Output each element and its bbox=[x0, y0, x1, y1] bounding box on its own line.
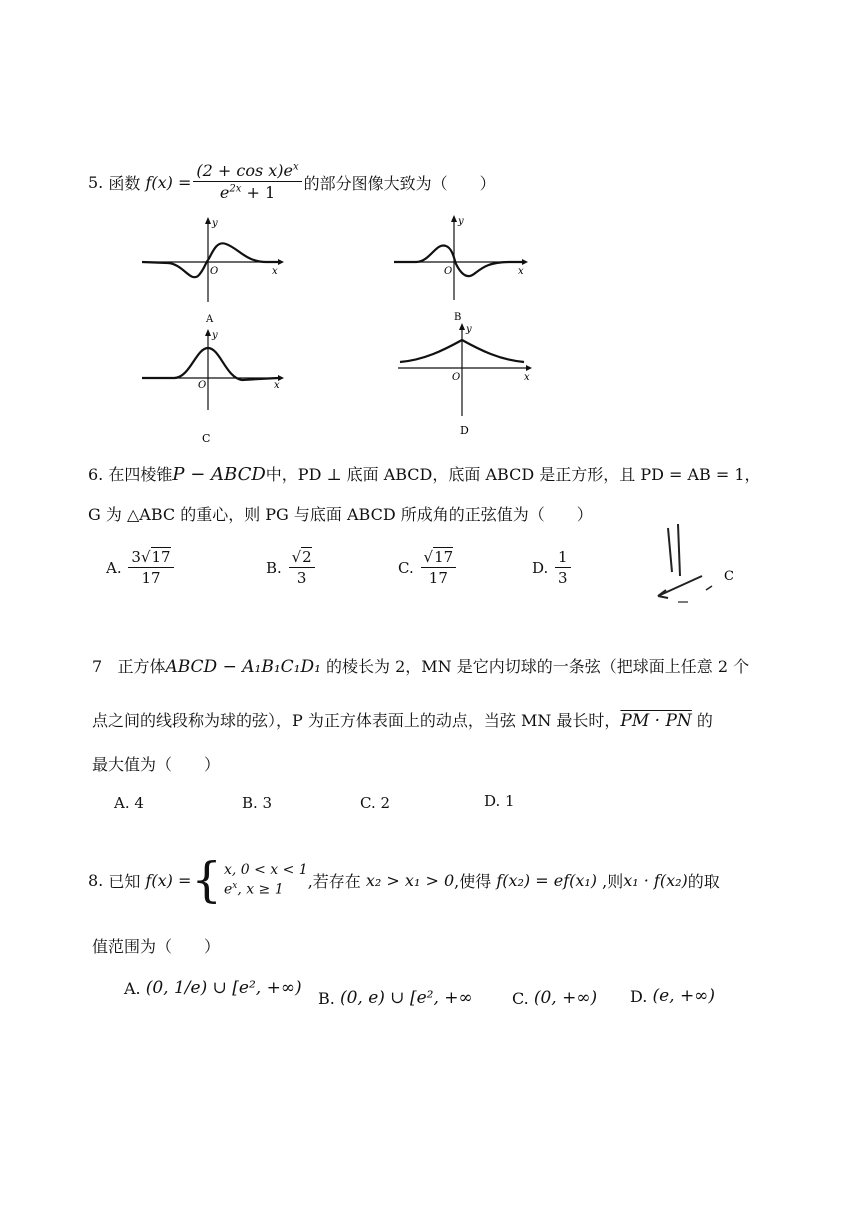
q6-option-a: A. $\frac{3√17}{17}$ bbox=[106, 548, 176, 588]
q8-option-a-label: A. bbox=[124, 978, 141, 998]
q8-cond: x₂ > x₁ > 0 bbox=[365, 870, 455, 890]
q5-fraction bbox=[193, 161, 301, 204]
q7-cube: ABCD − A₁B₁C₁D₁ bbox=[165, 657, 321, 677]
graph-a-y-label: y bbox=[212, 218, 218, 229]
graph-a bbox=[138, 214, 288, 326]
q7-line1-b: 的棱长为 2，MN 是它内切球的一条弦（把球面上任意 2 个 bbox=[326, 657, 750, 676]
graph-b-origin: O bbox=[444, 266, 453, 277]
q8-option-a-value: (0, 1/e) ∪ [e², +∞) bbox=[145, 978, 302, 998]
q6-c-den: 17 bbox=[428, 568, 448, 587]
graph-d-x-label: x bbox=[524, 372, 530, 383]
q6-option-d bbox=[532, 548, 573, 588]
graph-d bbox=[394, 320, 544, 440]
q5-fx: f(x) = bbox=[145, 172, 192, 192]
q8-piecewise bbox=[224, 861, 308, 899]
q8-line1 bbox=[88, 848, 720, 912]
q6-option-d-label: D. bbox=[532, 559, 549, 577]
q6-option-b-label: B. bbox=[266, 559, 282, 577]
graph-c-origin: O bbox=[198, 380, 207, 391]
q7-line2-text: 点之间的线段称为球的弦），P 为正方体表面上的动点，当弦 MN 最长时， bbox=[92, 711, 621, 730]
q8-option-b bbox=[318, 988, 473, 1008]
q8-option-d-value: (e, +∞) bbox=[652, 986, 715, 1006]
q5-denominator: e bbox=[219, 182, 230, 202]
q6-line1 bbox=[88, 462, 761, 485]
q5-pre: 函数 bbox=[108, 173, 141, 193]
q8-option-b-value: (0, e) ∪ [e², +∞ bbox=[339, 988, 473, 1008]
graph-b-y-label: y bbox=[458, 216, 464, 227]
graph-b-x-label: x bbox=[518, 266, 524, 277]
q6-line1-c: 中， bbox=[265, 465, 298, 484]
q8-mid: ,若存在 bbox=[307, 871, 361, 891]
q6-d-den: 3 bbox=[558, 568, 568, 587]
graph-d-label: D bbox=[460, 424, 469, 437]
q6-a-radicand: 17 bbox=[151, 548, 171, 566]
graph-a-origin: O bbox=[210, 266, 219, 277]
q8-option-b-label: B. bbox=[318, 988, 335, 1008]
q8-option-c bbox=[512, 988, 597, 1008]
q6-line2-text: G 为 △ABC 的重心，则 PG 与底面 ABCD 所成角的正弦值为（ ） bbox=[88, 505, 593, 524]
q8-brace: { bbox=[191, 852, 222, 908]
graph-c bbox=[138, 326, 288, 446]
q5-numerator: (2 + cos x)e bbox=[196, 160, 294, 180]
q6-line1-a: 在四棱锥 bbox=[108, 465, 173, 484]
q6-pyramid: P − ABCD bbox=[172, 464, 266, 485]
q6-option-c-label: C. bbox=[398, 559, 414, 577]
q5-post: 的部分图像大致为（ ） bbox=[303, 173, 496, 193]
q6-b-den: 3 bbox=[296, 568, 307, 587]
q7-option-a: A. 4 bbox=[114, 794, 144, 812]
q8-option-c-value: (0, +∞) bbox=[533, 988, 598, 1008]
q8-eq: f(x₂) = ef(x₁) bbox=[496, 870, 598, 890]
graph-a-label: A bbox=[206, 314, 214, 325]
q6-d-num: 1 bbox=[555, 548, 571, 568]
q8-mid3: ,则 bbox=[602, 871, 624, 891]
q8-option-d bbox=[630, 986, 715, 1006]
handwritten-c: C bbox=[724, 569, 734, 584]
q7-vector-product: PM · PN bbox=[620, 711, 692, 731]
q5-stem bbox=[88, 154, 496, 210]
q7-line1 bbox=[92, 654, 749, 677]
q7-line3-text: 最大值为（ ） bbox=[92, 755, 221, 774]
q7-line2-end: 的 bbox=[696, 711, 713, 730]
handwritten-sketch bbox=[650, 520, 750, 610]
q8-case2-sup: x bbox=[232, 880, 238, 891]
graph-c-x-label: x bbox=[274, 380, 280, 391]
q6-line2 bbox=[88, 502, 593, 525]
q8-case2-tail: , x ≥ 1 bbox=[237, 881, 284, 898]
q8-line2-text: 值范围为（ ） bbox=[92, 937, 221, 956]
graph-a-x-label: x bbox=[272, 266, 278, 277]
q6-line1-d: PD ⊥ 底面 ABCD，底面 ABCD 是正方形，且 PD = AB = 1， bbox=[297, 465, 761, 484]
q5-number: 5. bbox=[88, 172, 104, 192]
q6-c-radicand: 17 bbox=[434, 548, 454, 566]
q6-a-den: 17 bbox=[141, 568, 161, 587]
q7-number: 7 bbox=[92, 657, 103, 676]
q8-option-a bbox=[124, 978, 302, 998]
graph-c-y-label: y bbox=[212, 330, 218, 341]
graph-b-label: B bbox=[454, 312, 462, 323]
graph-b bbox=[390, 212, 540, 324]
q5-denominator-sup: 2x bbox=[229, 183, 242, 195]
q6-option-a-label: A. bbox=[106, 559, 122, 577]
q5-denominator-tail: + 1 bbox=[241, 182, 276, 202]
q8-fx: f(x) = bbox=[145, 870, 192, 890]
q7-option-d: D. 1 bbox=[484, 792, 515, 810]
q6-number: 6. bbox=[88, 465, 104, 484]
q7-option-b: B. 3 bbox=[242, 794, 273, 812]
q8-tail: 的取 bbox=[687, 871, 720, 891]
q6-a-coef: 3 bbox=[131, 548, 141, 566]
q8-case2-base: e bbox=[223, 881, 233, 898]
graph-d-y-label: y bbox=[466, 324, 472, 335]
q8-pre: 已知 bbox=[108, 871, 141, 891]
q7-option-c: C. 2 bbox=[360, 794, 391, 812]
graph-c-label: C bbox=[202, 432, 211, 445]
q8-mid2: ,使得 bbox=[454, 871, 492, 891]
q8-option-d-label: D. bbox=[630, 986, 648, 1006]
q8-option-c-label: C. bbox=[512, 988, 529, 1008]
q7-line2 bbox=[92, 708, 713, 731]
q6-option-c: C. $\frac{√17}{17}$ bbox=[398, 548, 458, 588]
graph-d-origin: O bbox=[452, 372, 461, 383]
q8-expr: x₁ · f(x₂) bbox=[623, 870, 688, 890]
q8-case1: x, 0 < x < 1 bbox=[223, 861, 308, 878]
q6-option-b: B. $\frac{√2}{3}$ bbox=[266, 548, 317, 588]
q6-b-radicand: 2 bbox=[302, 548, 312, 566]
q8-line2 bbox=[92, 934, 220, 957]
q7-line3 bbox=[92, 752, 220, 775]
q8-number: 8. bbox=[88, 870, 104, 890]
q5-numerator-sup: x bbox=[293, 161, 299, 173]
q7-line1-a: 正方体 bbox=[117, 657, 166, 676]
